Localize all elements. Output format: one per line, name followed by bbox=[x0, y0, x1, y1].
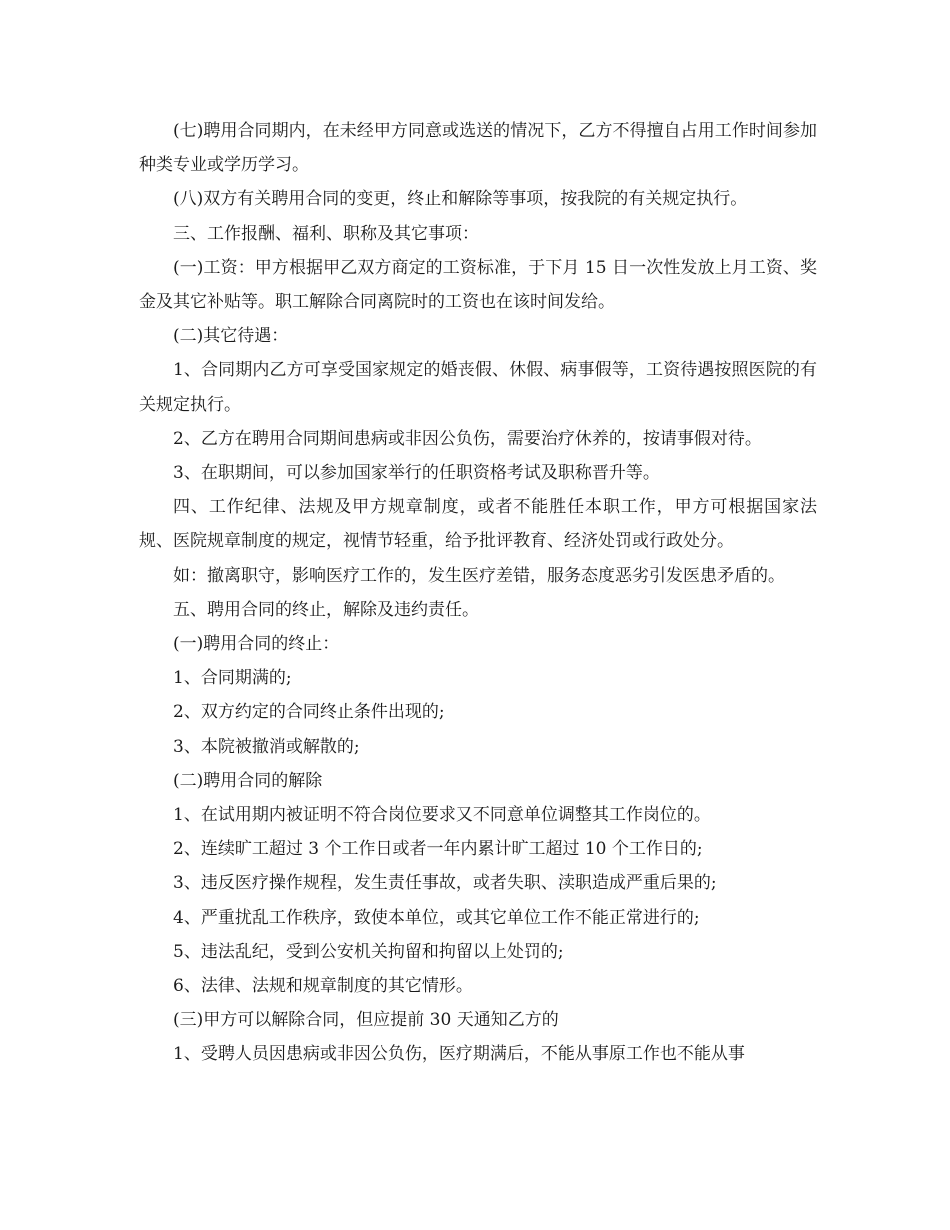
paragraph: (八)双方有关聘用合同的变更，终止和解除等事项，按我院的有关规定执行。 bbox=[173, 189, 748, 210]
list-item: 2、连续旷工超过 3 个工作日或者一年内累计旷工超过 10 个工作日的; bbox=[173, 839, 703, 860]
list-item: 3、在职期间，可以参加国家举行的任职资格考试及职称晋升等。 bbox=[173, 463, 660, 484]
paragraph: 如：撤离职守，影响医疗工作的，发生医疗差错，服务态度恶劣引发医患矛盾的。 bbox=[173, 565, 785, 586]
list-item: 5、违法乱纪，受到公安机关拘留和拘留以上处罚的; bbox=[173, 941, 564, 962]
list-item: 2、乙方在聘用合同期间患病或非因公负伤，需要治疗休养的，按请事假对待。 bbox=[173, 428, 762, 449]
subsection-heading: (一)聘用合同的终止： bbox=[173, 634, 340, 655]
list-item: 6、法律、法规和规章制度的其它情形。 bbox=[173, 976, 473, 997]
section-heading: 三、工作报酬、福利、职称及其它事项： bbox=[173, 223, 479, 244]
paragraph: (一)工资：甲方根据甲乙双方商定的工资标准，于下月 15 日一次性发放上月工资、奖金及其它补贴等。职工解除合同离院时的工资也在该时间发给。 bbox=[139, 257, 817, 313]
paragraph: (七)聘用合同期内，在未经甲方同意或选送的情况下，乙方不得擅自占用工作时间参加种类专业或学历学习。 bbox=[139, 121, 817, 176]
list-item: 3、本院被撤消或解散的; bbox=[173, 736, 360, 757]
list-item: 1、合同期内乙方可享受国家规定的婚丧假、休假、病事假等，工资待遇按照医院的有关规定执行。 bbox=[139, 360, 817, 415]
list-item: 4、严重扰乱工作秩序，致使本单位，或其它单位工作不能正常进行的; bbox=[173, 907, 700, 928]
list-item: 2、双方约定的合同终止条件出现的; bbox=[173, 702, 445, 723]
section-heading: 五、聘用合同的终止，解除及违约责任。 bbox=[173, 599, 479, 620]
list-item: 1、合同期满的; bbox=[173, 668, 292, 689]
subsection-heading: (二)其它待遇： bbox=[173, 326, 289, 347]
list-item: 1、受聘人员因患病或非因公负伤，医疗期满后，不能从事原工作也不能从事 bbox=[173, 1044, 745, 1065]
list-item: 3、违反医疗操作规程，发生责任事故，或者失职、渎职造成严重后果的; bbox=[173, 873, 717, 894]
list-item: 1、在试用期内被证明不符合岗位要求又不同意单位调整其工作岗位的。 bbox=[173, 805, 711, 826]
section-heading: 四、工作纪律、法规及甲方规章制度，或者不能胜任本职工作，甲方可根据国家法规、医院规章制度的规定，视情节轻重，给予批评教育、经济处罚或行政处分。 bbox=[139, 497, 817, 552]
subsection-heading: (二)聘用合同的解除 bbox=[173, 770, 323, 791]
subsection-heading: (三)甲方可以解除合同，但应提前 30 天通知乙方的 bbox=[173, 1010, 559, 1031]
document-body bbox=[139, 114, 817, 1072]
